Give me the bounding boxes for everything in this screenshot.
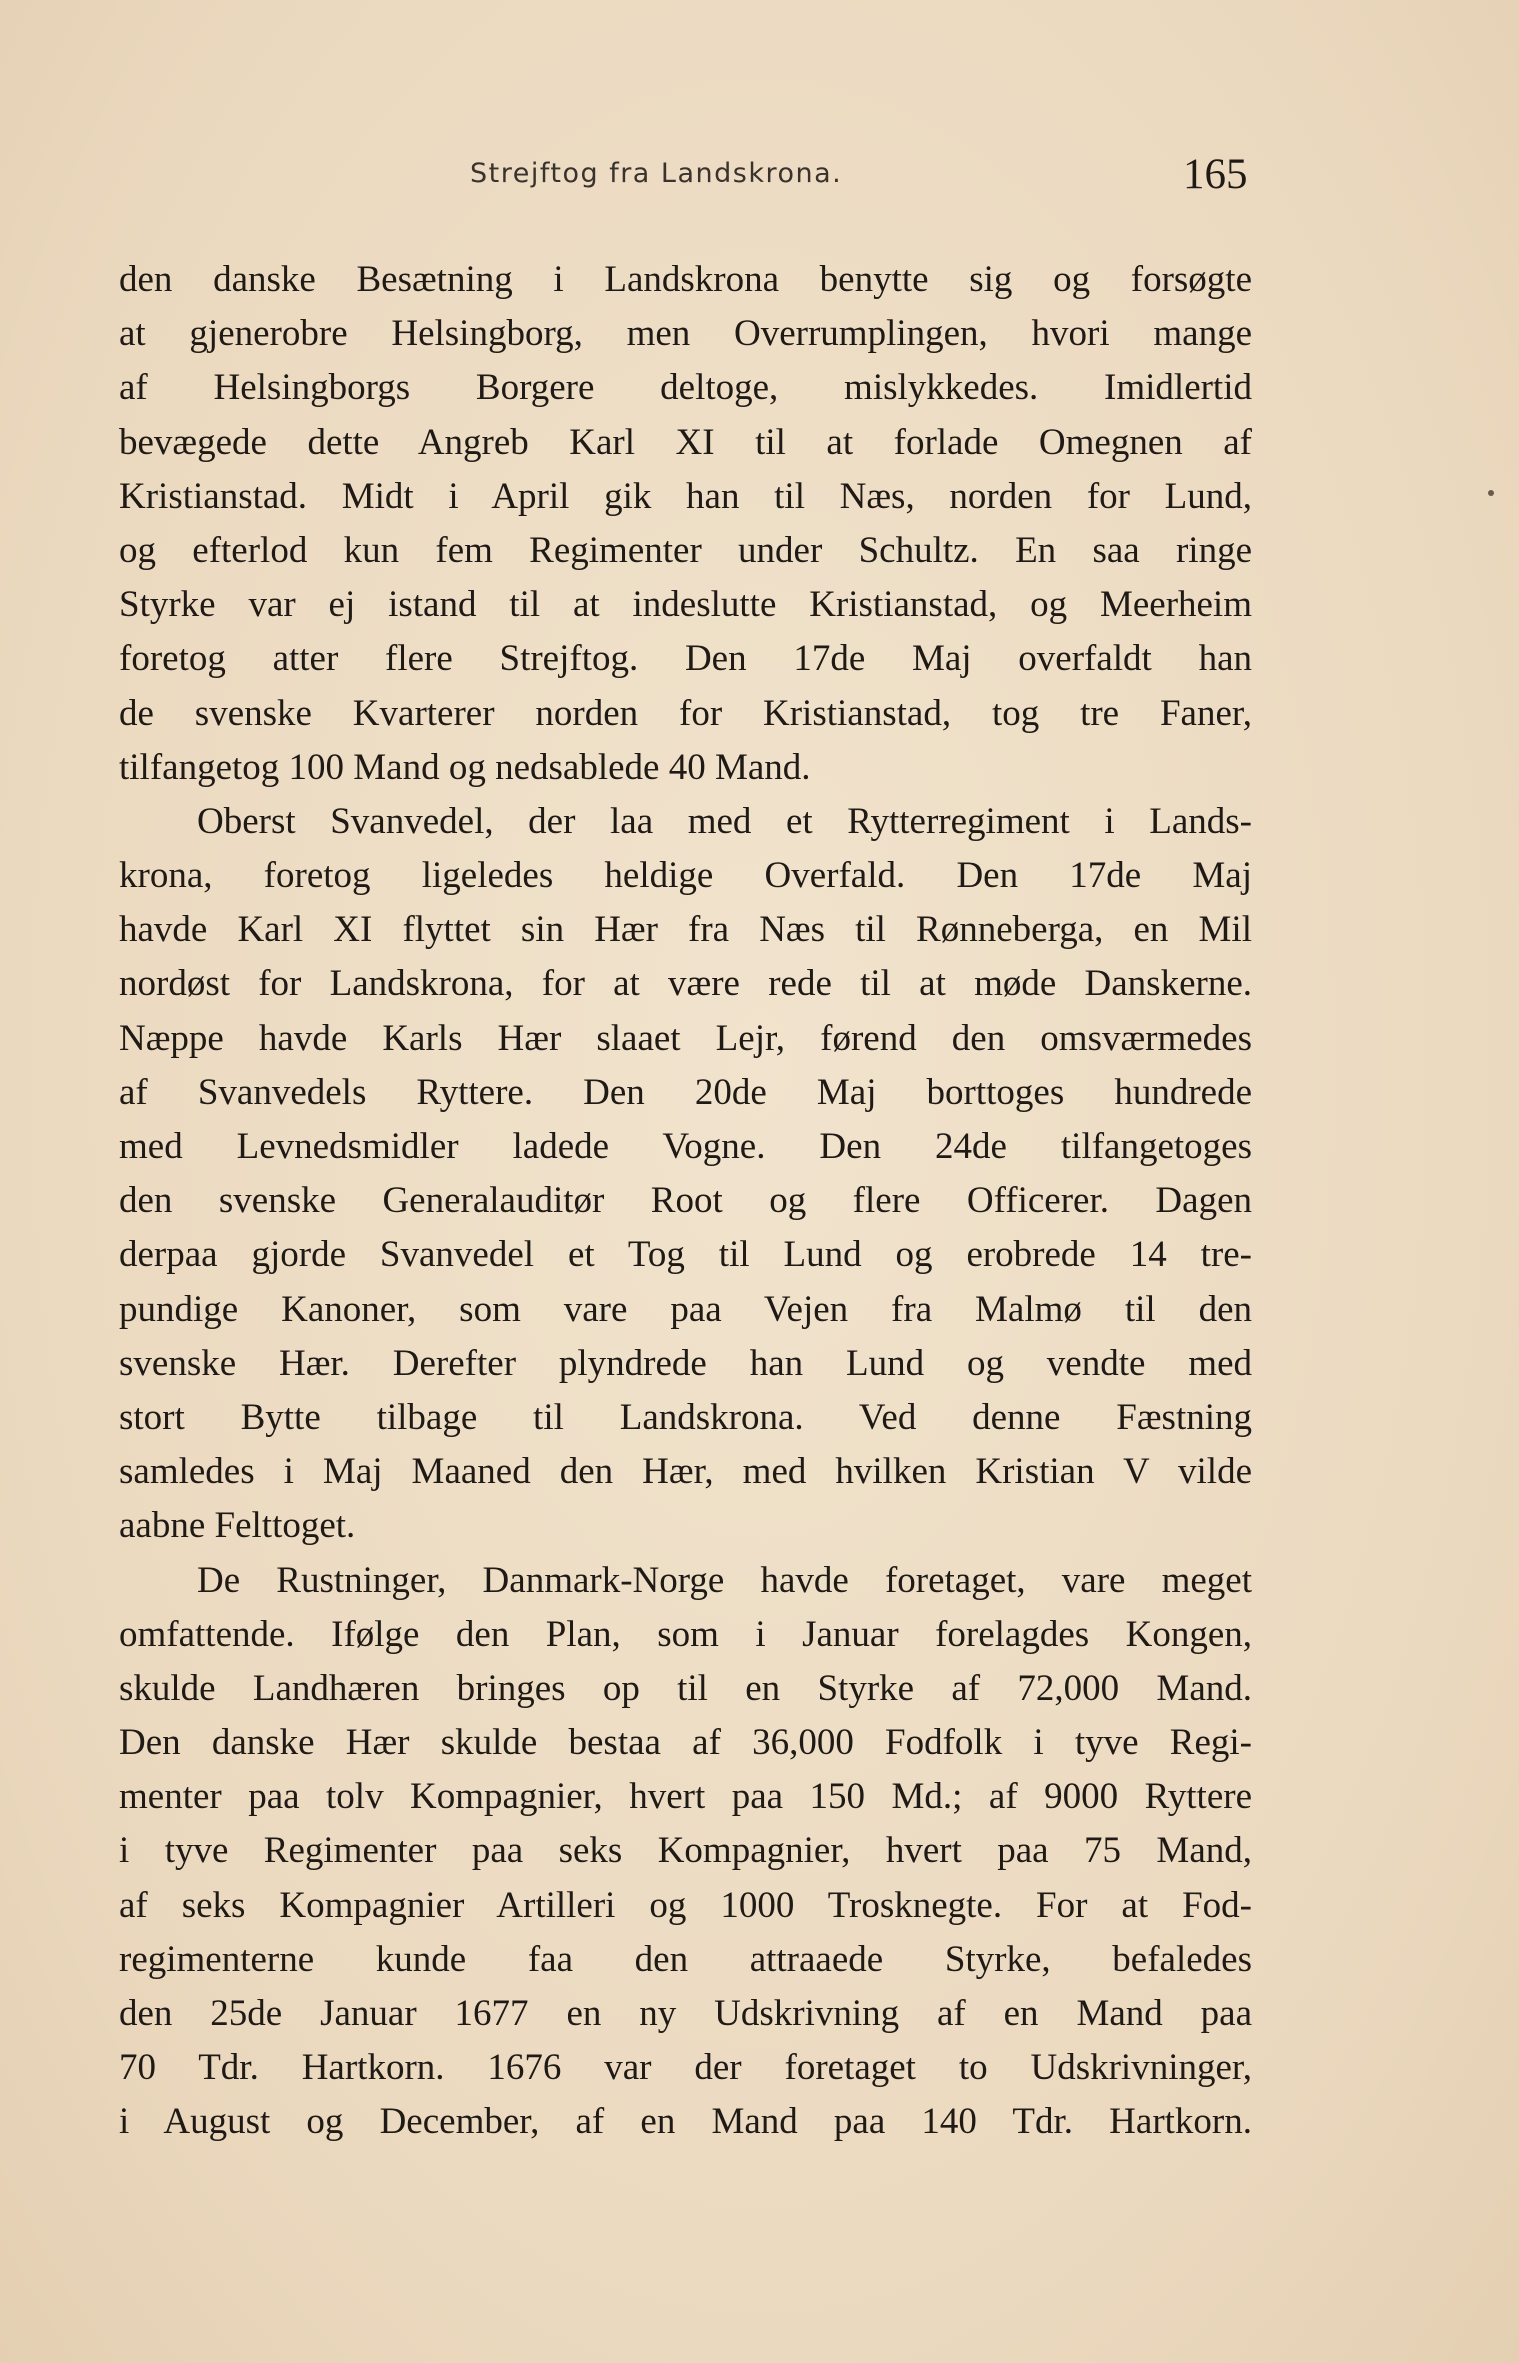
text-line: foretog atter flere Strejftog. Den 17de Maj overfaldt han [119,638,1252,680]
text-line: og efterlod kun fem Regimenter under Schultz. En saa ringe [119,529,1252,571]
text-line: 70 Tdr. Hartkorn. 1676 var der foretaget to Udskrivninger, [119,2047,1252,2089]
running-title: Strejftog fra Landskrona. [470,158,843,189]
text-line: pundige Kanoner, som vare paa Vejen fra Malmø til den [119,1288,1252,1330]
text-line: Næppe havde Karls Hær slaaet Lejr, førend den omsværmedes [119,1017,1252,1059]
text-line: nordøst for Landskrona, for at være rede til at møde Danskerne. [119,963,1252,1005]
paper-speck [1488,490,1494,496]
text-line: tilfangetog 100 Mand og nedsablede 40 Mand. [119,746,811,788]
text-line: den 25de Januar 1677 en ny Udskrivning af en Mand paa [119,1993,1252,2034]
text-line: i tyve Regimenter paa seks Kompagnier, hvert paa 75 Mand, [119,1830,1252,1872]
text-line: Den danske Hær skulde bestaa af 36,000 Fodfolk i tyve Regi- [119,1722,1252,1764]
text-line: omfattende. Ifølge den Plan, som i Januar forelagdes Kongen, [119,1613,1252,1655]
text-line: De Rustninger, Danmark-Norge havde foretaget, vare meget [197,1559,1252,1601]
running-head [0,150,1519,200]
text-line: skulde Landhæren bringes op til en Styrke af 72,000 Mand. [119,1667,1252,1709]
text-line: med Levnedsmidler ladede Vogne. Den 24de tilfangetoges [119,1126,1252,1167]
text-line: derpaa gjorde Svanvedel et Tog til Lund og erobrede 14 tre- [119,1234,1252,1276]
text-line: menter paa tolv Kompagnier, hvert paa 150 Md.; af 9000 Ryttere [119,1776,1252,1818]
text-line: af seks Kompagnier Artilleri og 1000 Trosknegte. For at Fod- [119,1884,1252,1926]
text-line: Oberst Svanvedel, der laa med et Rytterregiment i Lands- [197,800,1252,842]
text-line: i August og December, af en Mand paa 140 Tdr. Hartkorn. [119,2101,1252,2143]
text-line: Kristianstad. Midt i April gik han til Næs, norden for Lund, [119,475,1252,517]
text-line: den danske Besætning i Landskrona benytte sig og forsøgte [119,259,1252,300]
text-line: svenske Hær. Derefter plyndrede han Lund og vendte med [119,1342,1252,1384]
text-line: den svenske Generalauditør Root og flere Officerer. Dagen [119,1180,1252,1222]
text-line: Styrke var ej istand til at indeslutte Kristianstad, og Meerheim [119,584,1252,626]
text-line: aabne Felttoget. [119,1505,356,1547]
body-text [119,253,1252,2150]
text-line: samledes i Maj Maaned den Hær, med hvilken Kristian V vilde [119,1451,1252,1493]
text-line: bevægede dette Angreb Karl XI til at forlade Omegnen af [119,421,1252,463]
text-line: at gjenerobre Helsingborg, men Overrumplingen, hvori mange [119,313,1252,355]
text-line: de svenske Kvarterer norden for Kristianstad, tog tre Faner, [119,692,1252,734]
text-line: regimenterne kunde faa den attraaede Styrke, befaledes [119,1938,1252,1980]
page-number: 165 [1183,151,1248,198]
text-line: af Svanvedels Ryttere. Den 20de Maj borttoges hundrede [119,1071,1252,1113]
text-line: havde Karl XI flyttet sin Hær fra Næs til Rønneberga, en Mil [119,909,1252,951]
text-line: af Helsingborgs Borgere deltoge, mislykkedes. Imidlertid [119,367,1252,409]
text-line: stort Bytte tilbage til Landskrona. Ved denne Fæstning [119,1396,1252,1438]
text-line: krona, foretog ligeledes heldige Overfald. Den 17de Maj [119,855,1252,897]
